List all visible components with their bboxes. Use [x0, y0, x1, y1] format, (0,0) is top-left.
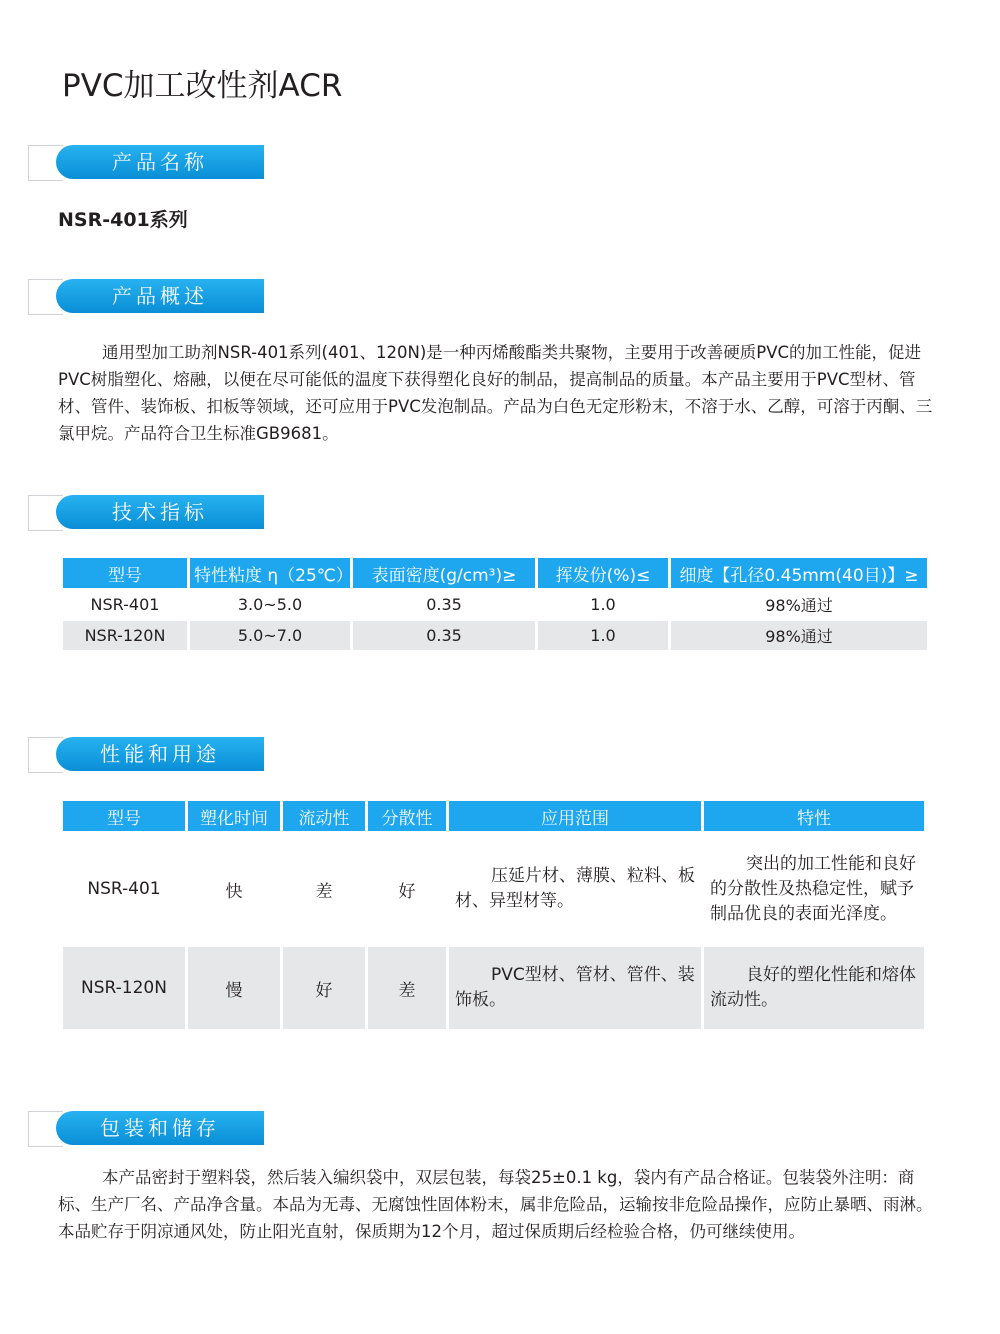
perf-header-cell: 特性 [704, 801, 924, 831]
table-cell: NSR-401 [90, 595, 160, 614]
perf-header-cell: 分散性 [368, 801, 446, 831]
table-cell: 好 [283, 947, 365, 1029]
table-cell: 良好的塑化性能和熔体流动性。 [704, 947, 924, 1029]
table-cell: 差 [315, 881, 333, 902]
product-name: NSR-401系列 [58, 209, 188, 231]
perf-header-cell: 流动性 [283, 801, 365, 831]
section-label: 产品概述 [56, 279, 264, 313]
section-header-name [28, 145, 240, 181]
section-header-specs [28, 495, 240, 531]
perf-header-cell: 塑化时间 [188, 801, 280, 831]
section-header-performance [28, 737, 240, 773]
page-title: PVC加工改性剂ACR [62, 68, 343, 104]
table-cell: 5.0~7.0 [190, 621, 350, 650]
perf-header-row [63, 801, 924, 831]
table-cell: PVC型材、管材、管件、装饰板。 [449, 947, 701, 1029]
packaging-paragraph: 本产品密封于塑料袋，然后装入编织袋中，双层包装，每袋25±0.1 kg，袋内有产品合格证。包装袋外注明：商标、生产厂名、产品净含量。本品为无毒、无腐蚀性固体粉末，属非危险品，运输按非危险品操作，应防止暴晒、雨淋。本品贮存于阴凉通风处，防止阳光直射，保质期为12个月，超过保质期后经检验合格，仍可继续使用。 [58, 1168, 933, 1241]
section-label: 性能和用途 [56, 737, 264, 771]
section-label: 包装和储存 [56, 1111, 264, 1145]
table-cell: 突出的加工性能和良好的分散性及热稳定性，赋予制品优良的表面光泽度。 [710, 853, 916, 924]
section-header-packaging [28, 1111, 240, 1147]
spec-table [60, 556, 930, 652]
table-row [63, 833, 924, 945]
table-row [63, 621, 927, 650]
table-row [63, 590, 927, 619]
table-cell: NSR-401 [87, 879, 161, 899]
perf-header-cell: 型号 [63, 801, 185, 831]
table-cell: NSR-120N [63, 947, 185, 1029]
spec-header-cell: 挥发份(%)≤ [538, 558, 668, 588]
table-cell: 3.0~5.0 [237, 595, 303, 614]
spec-header-row [63, 558, 927, 588]
table-cell: NSR-120N [63, 621, 187, 650]
perf-header-cell: 应用范围 [449, 801, 701, 831]
table-cell: 0.35 [353, 621, 535, 650]
spec-header-cell: 细度【孔径0.45mm(40目)】≥ [671, 558, 927, 588]
section-label: 技术指标 [56, 495, 264, 529]
table-cell: 0.35 [426, 595, 462, 614]
table-cell: 慢 [188, 947, 280, 1029]
table-row [63, 947, 924, 1029]
table-cell: 98%通过 [765, 596, 833, 615]
table-cell: 好 [398, 881, 416, 902]
table-cell: 差 [368, 947, 446, 1029]
spec-header-cell: 特性粘度 η（25℃） [190, 558, 350, 588]
table-cell: 98%通过 [671, 621, 927, 650]
table-cell: 压延片材、薄膜、粒料、板材、异型材等。 [455, 866, 695, 911]
overview-paragraph: 通用型加工助剂NSR-401系列(401、120N)是一种丙烯酸酯类共聚物，主要用于改善硬质PVC的加工性能，促进PVC树脂塑化、熔融，以便在尽可能低的温度下获得塑化良好的制品，提高制品的质量。本产品主要用于PVC型材、管材、管件、装饰板、扣板等领域，还可应用于PVC发泡制品。产品为白色无定形粉末，不溶于水、乙醇，可溶于丙酮、三氯甲烷。产品符合卫生标准GB9681。 [58, 343, 933, 443]
table-cell: 1.0 [590, 595, 616, 614]
section-label: 产品名称 [56, 145, 264, 179]
table-cell: 1.0 [538, 621, 668, 650]
table-cell: 快 [225, 881, 243, 902]
section-header-overview [28, 279, 240, 315]
spec-header-cell: 表面密度(g/cm³)≥ [353, 558, 535, 588]
performance-table [60, 799, 927, 1031]
spec-header-cell: 型号 [63, 558, 187, 588]
